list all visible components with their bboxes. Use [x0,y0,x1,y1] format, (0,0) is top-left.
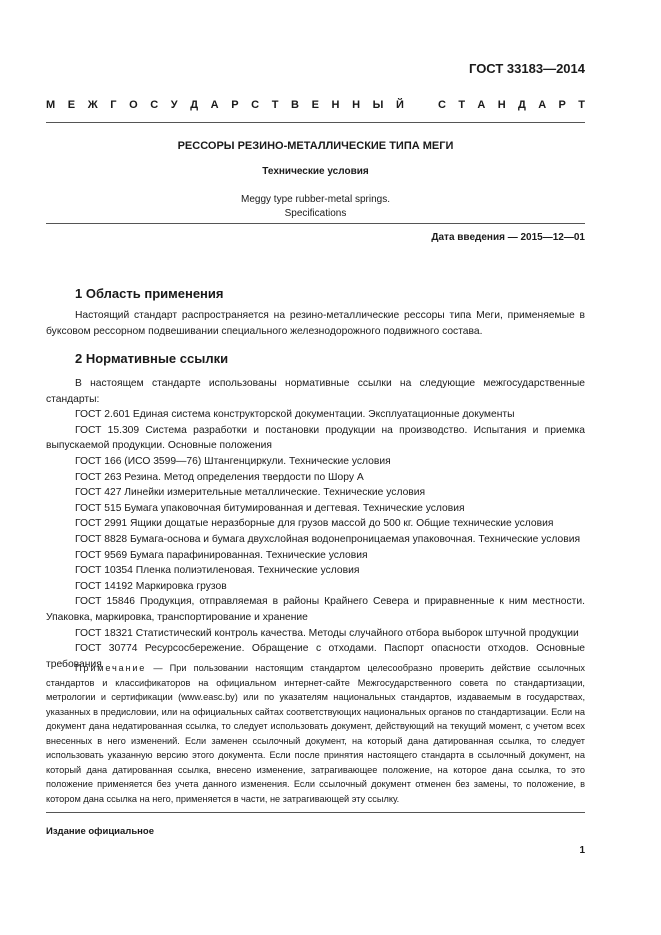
banner-letter: У [170,99,178,111]
top-divider [46,122,585,123]
note-text: — При пользовании настоящим стандартом целесообразно проверить действие ссылочных стандартов и классификаторов на официальном интернет-сайте Межгосударственного совета по стандартизации, метрологии и сертификации (www.easc.by) или по указателям национальных стандартов, издаваемым в государствах, указанных в предисловии, или на официальных сайтах соответствующих национальных органов по стандартизации. Если на документ дана недатированная ссылка, то следует использовать документ, действующий на текущий момент, с учетом всех внесенных в него изменений. Если заменен ссылочный документ, на который дана датированная ссылка, то следует использовать указанную версию этого документа. Если после принятия настоящего стандарта в ссылочный документ, на который дана датированная ссылка, внесено изменение, затрагивающее положение, на которое дана ссылка, то это положение применяется без учета данного изменения. Если ссылочный документ отменен без замены, то положение, в котором дана ссылка на него, применяется в части, не затрагивающей эту ссылку. [46,663,585,804]
banner-letter: Н [352,99,361,111]
reference-item: ГОСТ 2991 Ящики дощатые неразборные для грузов массой до 500 кг. Общие технические условия [75,518,554,530]
section-1-body [46,308,585,339]
banner-letter: Т [578,99,585,111]
banner-letter: Д [190,99,199,111]
section-1-heading: 1 Область применения [75,286,224,301]
banner-letter: А [477,99,486,111]
references-list [46,407,585,672]
banner-letter: С [251,99,260,111]
reference-item: ГОСТ 30774 Ресурсосбережение. Обращение с отходами. Паспорт опасности отходов. Основные требования [46,643,585,670]
english-title [46,193,585,221]
banner-letter: А [210,99,219,111]
reference-item: ГОСТ 2.601 Единая система конструкторской документации. Эксплуатационные документы [75,409,515,421]
banner-letter: М [46,99,56,111]
banner-letter: Д [518,99,526,111]
reference-item: ГОСТ 10354 Пленка полиэтиленовая. Технические условия [75,565,360,577]
reference-item: ГОСТ 18321 Статистический контроль качества. Методы случайного отбора выборок штучной продукции [75,627,579,639]
banner-right-word [438,99,585,111]
banner-letter: Т [458,99,466,111]
standard-code: ГОСТ 33183—2014 [469,61,585,76]
reference-item: ГОСТ 8828 Бумага-основа и бумага двухслойная водонепроницаемая упаковочная. Технические условия [75,533,581,545]
note-paragraph [46,661,585,806]
banner-letter: А [538,99,547,111]
reference-item: ГОСТ 263 Резина. Метод определения твердости по Шору А [75,471,364,483]
banner-left-word [46,99,404,111]
reference-item: ГОСТ 427 Линейки измерительные металлические. Технические условия [75,487,426,499]
banner-letter: Г [110,99,117,111]
english-title-line-2: Specifications [284,208,347,219]
section-2-body [46,376,585,672]
banner-letter: Т [271,99,279,111]
banner-letter: Ж [87,99,98,111]
document-title: РЕССОРЫ РЕЗИНО-МЕТАЛЛИЧЕСКИЕ ТИПА МЕГИ [177,140,454,152]
banner-letter: Е [67,99,76,111]
banner-letter: С [438,99,446,111]
edition-label: Издание официальное [46,826,154,837]
page-number: 1 [579,845,585,856]
title-divider [46,223,585,224]
document-subtitle: Технические условия [262,166,369,177]
reference-item: ГОСТ 15846 Продукция, отправляемая в районы Крайнего Севера и приравненные к ним местности. Упаковка, маркировка, транспортирование и хранение [46,596,585,623]
reference-item: ГОСТ 9569 Бумага парафинированная. Технические условия [75,549,368,561]
banner-letter: Е [311,99,319,111]
english-title-line-1: Meggy type rubber-metal springs. [241,194,390,205]
banner-letter: Й [395,99,404,111]
reference-item: ГОСТ 515 Бумага упаковочная битумированная и дегтевая. Технические условия [75,502,465,514]
reference-item: ГОСТ 166 (ИСО 3599—76) Штангенциркули. Технические условия [75,455,391,467]
standard-type-banner [46,99,585,111]
banner-letter: Ы [372,99,384,111]
reference-item: ГОСТ 14192 Маркировка грузов [75,580,227,592]
banner-letter: О [129,99,138,111]
note-block [46,661,585,806]
footer-divider [46,812,585,813]
banner-letter: Р [231,99,239,111]
note-label: Примечание [75,663,147,673]
section-2-intro: В настоящем стандарте использованы нормативные ссылки на следующие межгосударственные стандарты: [46,378,585,405]
banner-letter: В [291,99,299,111]
section-1-paragraph: Настоящий стандарт распространяется на резино-металлические рессоры типа Меги, применяемые в буксовом рессорном подвешивании специального железнодорожного подвижного состава. [46,310,585,337]
banner-letter: Н [497,99,506,111]
banner-letter: Р [558,99,566,111]
banner-letter: Н [331,99,340,111]
section-2-heading: 2 Нормативные ссылки [75,351,229,366]
effective-date: Дата введения — 2015—12—01 [431,232,585,243]
banner-letter: С [150,99,159,111]
reference-item: ГОСТ 15.309 Система разработки и постановки продукции на производство. Испытания и приемка выпускаемой продукции. Основные положения [46,424,585,452]
